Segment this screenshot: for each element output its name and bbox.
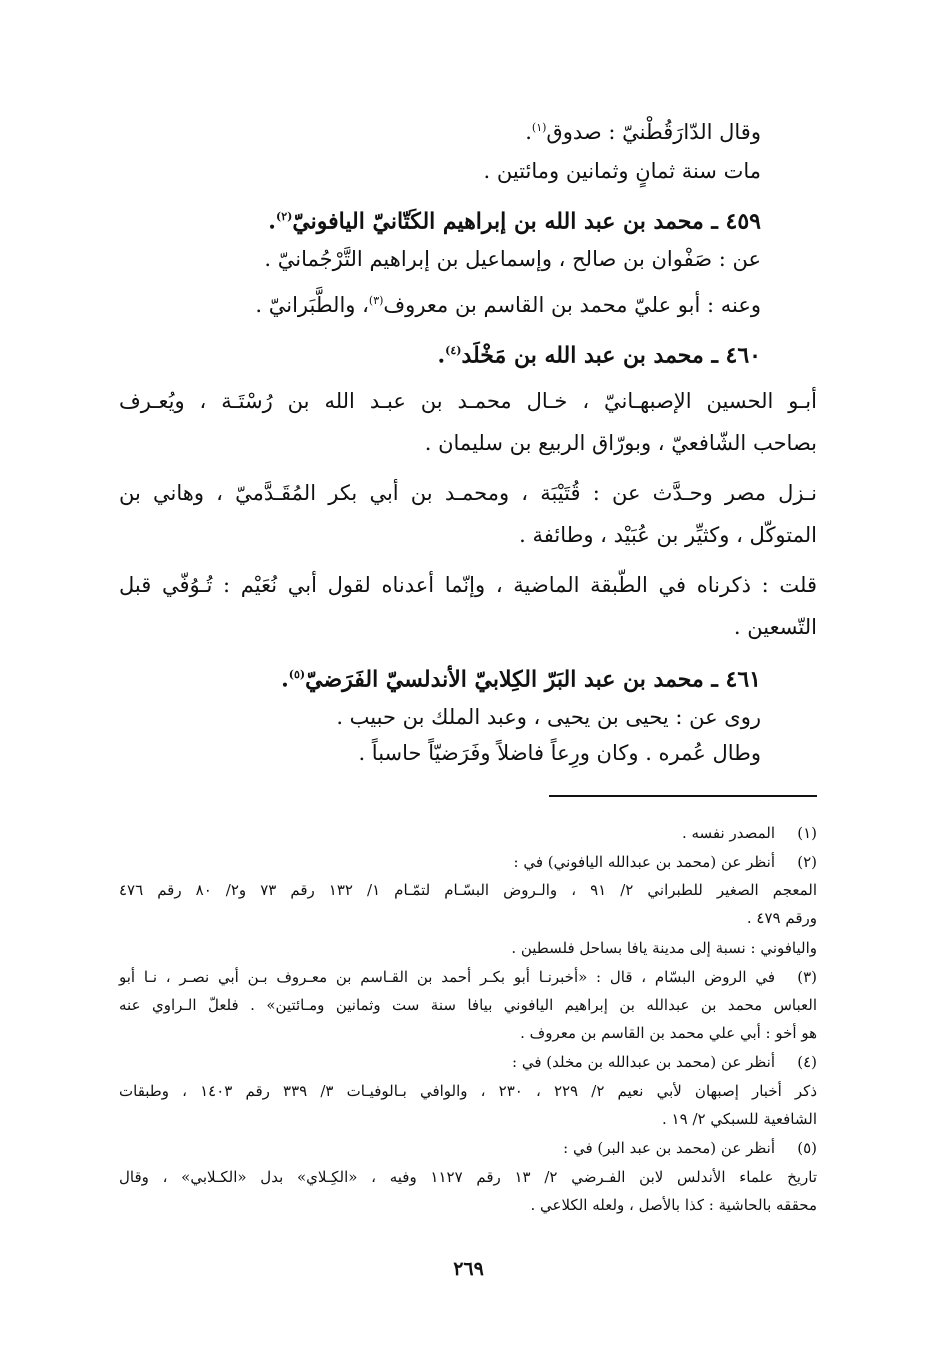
paragraph-line: أبـو الحسين الإصبهـانيّ ، خـال محمـد بن عبـد الله بن رُسْتَـة ، ويُعـرف: [119, 389, 817, 413]
page-number: ٢٦٩: [453, 1258, 484, 1280]
paragraph-line: المتوكّل ، وكثيِّر بن عُبَيْد ، وطائفة .: [519, 523, 817, 547]
footnote-ref[interactable]: (٣): [368, 294, 384, 307]
footnote-text: أنظر عن (محمد بن عبدالله بن مخلد) في :: [512, 1053, 775, 1071]
footnote-text: أنظر عن (محمد بن عبدالله اليافوني) في :: [513, 853, 775, 871]
footnote-text: هو أخو : أبي علي محمد بن القاسم بن معروف .: [520, 1024, 817, 1042]
footnote-text: ورقم ٤٧٩ .: [746, 909, 817, 927]
text-line: روى عن : يحيى بن يحيى ، وعبد الملك بن حبيب .: [336, 705, 761, 729]
footnote-text: الشافعية للسبكي ٢/ ١٩ .: [662, 1110, 817, 1128]
text-line: وطال عُمره . وكان ورِعاً فاضلاً وفَرَضيّاً حاسباً .: [358, 741, 761, 765]
footnote-ref[interactable]: (٤): [445, 344, 462, 357]
footnote-number: (٤): [797, 1053, 817, 1071]
text-line: وقال الدّارَقُطْنيّ : صدوق$^{(١)}$.: [525, 120, 761, 144]
footnote-number: (٢): [797, 853, 817, 871]
footnote-number: (٣): [797, 968, 817, 986]
entry-heading-460: ٤٦٠ ـ محمد بن عبد الله بن مَخْلَد$^{(٤)}$.: [437, 342, 761, 369]
paragraph-line: قلت : ذكرناه في الطّبقة الماضية ، وإنّما أعدناه لقول أبي نُعَيْم : تُـوُفّي قبل: [119, 573, 817, 597]
footnote-number: (٥): [797, 1139, 817, 1157]
footnote-ref[interactable]: (٥): [288, 668, 306, 681]
paragraph-line: التّسعين .: [733, 615, 817, 639]
footnote-text: في الروض البسّام ، قال : «أخبرنـا أبو بكـر أحمد بن القـاسم بن معـروف بـن أبي نصـر ، نـا أبو: [119, 968, 775, 986]
footnote-ref[interactable]: (١): [531, 121, 547, 134]
footnote-text: ذكر أخبار إصبهان لأبي نعيم ٢/ ٢٢٩ ، ٢٣٠ ، والوافي بـالوفيـات ٣/ ٣٣٩ رقم ١٤٠٣ ، وطبقات: [119, 1082, 818, 1100]
footnote-text: العباس محمد بن عبدالله بن إبراهيم اليافوني بيافا سنة ست وثمانين ومـائتين» . فلعلّ الـراوي عنه: [119, 996, 817, 1014]
paragraph-line: بصاحب الشّافعيّ ، وبورّاق الربيع بن سليمان .: [424, 431, 817, 455]
footnote-divider: [549, 795, 817, 797]
entry-heading-459: ٤٥٩ ـ محمد بن عبد الله بن إبراهيم الكَتّانيّ اليافونيّ$^{(٢)}$.: [268, 208, 761, 235]
footnote-text: أنظر عن (محمد بن عبد البر) في :: [563, 1139, 775, 1157]
footnote-text: المصدر نفسه .: [681, 824, 775, 842]
text-line: مات سنة ثمانٍ وثمانين ومائتين .: [483, 159, 761, 183]
footnote-number: (١): [797, 824, 817, 842]
footnote-text: تاريخ علماء الأندلس لابن الفـرضي ٢/ ١٣ رقم ١١٢٧ وفيه ، «الكِـلاي» بدل «الكـلابي» ، وقال: [119, 1168, 817, 1186]
footnote-text: واليافوني : نسبة إلى مدينة يافا بساحل فلسطين .: [511, 939, 817, 957]
entry-heading-461: ٤٦١ ـ محمد بن عبد البَرّ الكِلابيّ الأندلسيّ الفَرَضيّ$^{(٥)}$.: [281, 666, 761, 693]
paragraph-line: نـزل مصر وحـدَّث عن : قُتَيْبَة ، ومحمـد بن أبي بكر المُقَـدَّميّ ، وهاني بن: [119, 481, 817, 505]
footnote-text: المعجم الصغير للطبراني ٢/ ٩١ ، والـروض البسّـام لتمّـام ١/ ١٣٢ رقم ٧٣ و٢/ ٨٠ رقم ٤٧٦: [119, 881, 818, 899]
footnote-text: محققه بالحاشية : كذا بالأصل ، ولعله الكلاعي .: [530, 1196, 817, 1214]
footnote-ref[interactable]: (٢): [275, 210, 293, 223]
text-line: عن : صَفْوان بن صالح ، وإسماعيل بن إبراهيم التَّرْجُمانيّ .: [264, 247, 761, 271]
text-line: وعنه : أبو عليّ محمد بن القاسم بن معروف$^{(٣)}$، والطَّبَرانيّ .: [255, 293, 761, 317]
